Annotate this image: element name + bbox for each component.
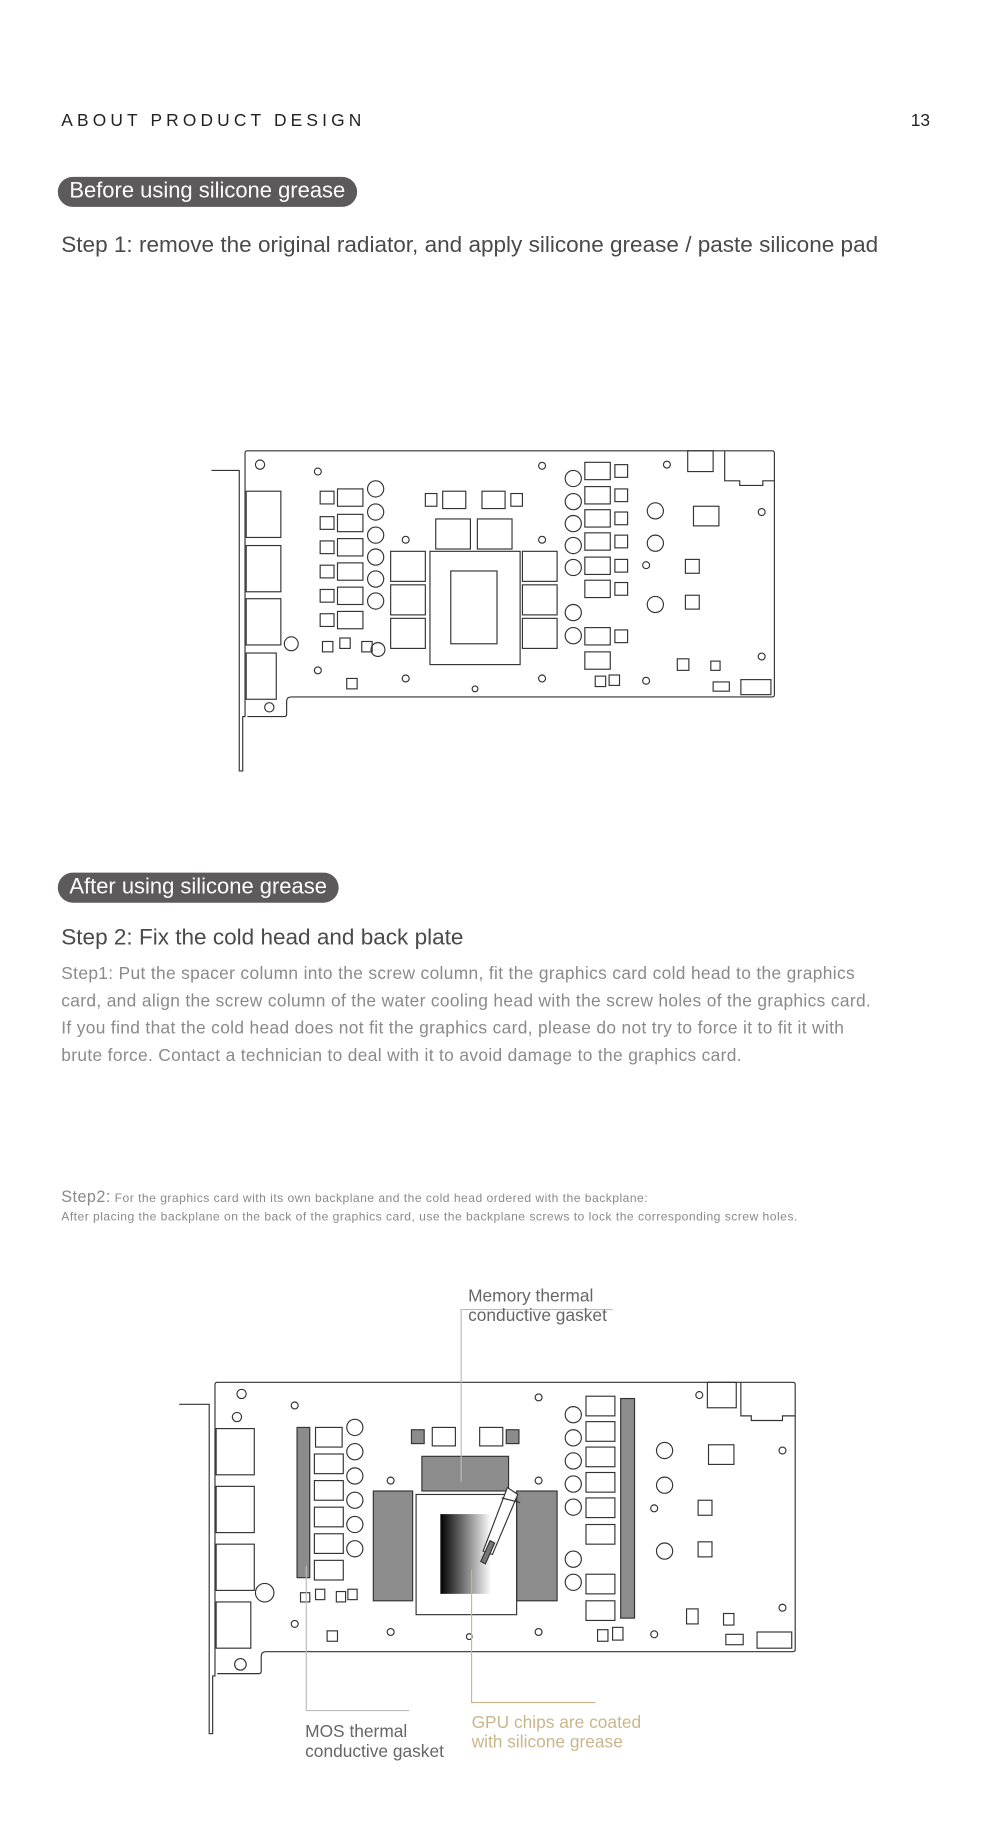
before-badge: Before using silicone grease <box>58 177 357 207</box>
step2-heading: Step 2: Fix the cold head and back plate <box>61 924 464 951</box>
label-line: conductive gasket <box>468 1306 607 1326</box>
graphics-card-after-diagram <box>179 1310 795 1734</box>
step2-text: For the graphics card with its own backplane and the cold head ordered with the backplane: <box>114 1191 649 1206</box>
label-line: Memory thermal <box>468 1286 594 1307</box>
paragraph-line: brute force. Contact a technician to deal with it to avoid damage to the graphics card. <box>61 1045 742 1066</box>
page-number: 13 <box>910 110 931 131</box>
graphics-card-before-diagram <box>212 451 775 771</box>
label-line: with silicone grease <box>471 1732 623 1753</box>
chokes-left <box>320 481 385 689</box>
chokes-right <box>565 462 627 669</box>
step2-note-line2: After placing the backplane on the back of the graphics card, use the backplane screws to lock the corresponding screw holes. <box>61 1210 798 1225</box>
label-line: GPU chips are coated <box>471 1712 642 1733</box>
step1-paragraph <box>61 960 871 1069</box>
label-line: MOS thermal <box>305 1722 408 1742</box>
step2-prefix: Step2: <box>61 1187 111 1206</box>
label-line: conductive gasket <box>305 1741 444 1762</box>
paragraph-line: If you find that the cold head does not fit the graphics card, please do not try to force it to fit it with <box>61 1018 845 1038</box>
paragraph-line: card, and align the screw column of the water cooling head with the screw holes of the graphics card. <box>61 991 872 1011</box>
mos-gasket-right <box>621 1399 635 1619</box>
paragraph-line: Step1: Put the spacer column into the screw column, fit the graphics card cold head to the graphics <box>61 963 855 984</box>
after-badge: After using silicone grease <box>58 873 339 903</box>
gpu-grease-label <box>472 1713 642 1752</box>
step1-instruction: Step 1: remove the original radiator, and apply silicone grease / paste silicone pad <box>61 232 879 258</box>
step2-note-line1 <box>61 1187 648 1205</box>
mos-gasket-left <box>297 1427 310 1577</box>
section-title: ABOUT PRODUCT DESIGN <box>61 110 366 131</box>
memory-gasket <box>422 1456 509 1491</box>
memory-gasket-label <box>468 1286 607 1325</box>
mos-gasket-label <box>305 1722 444 1761</box>
